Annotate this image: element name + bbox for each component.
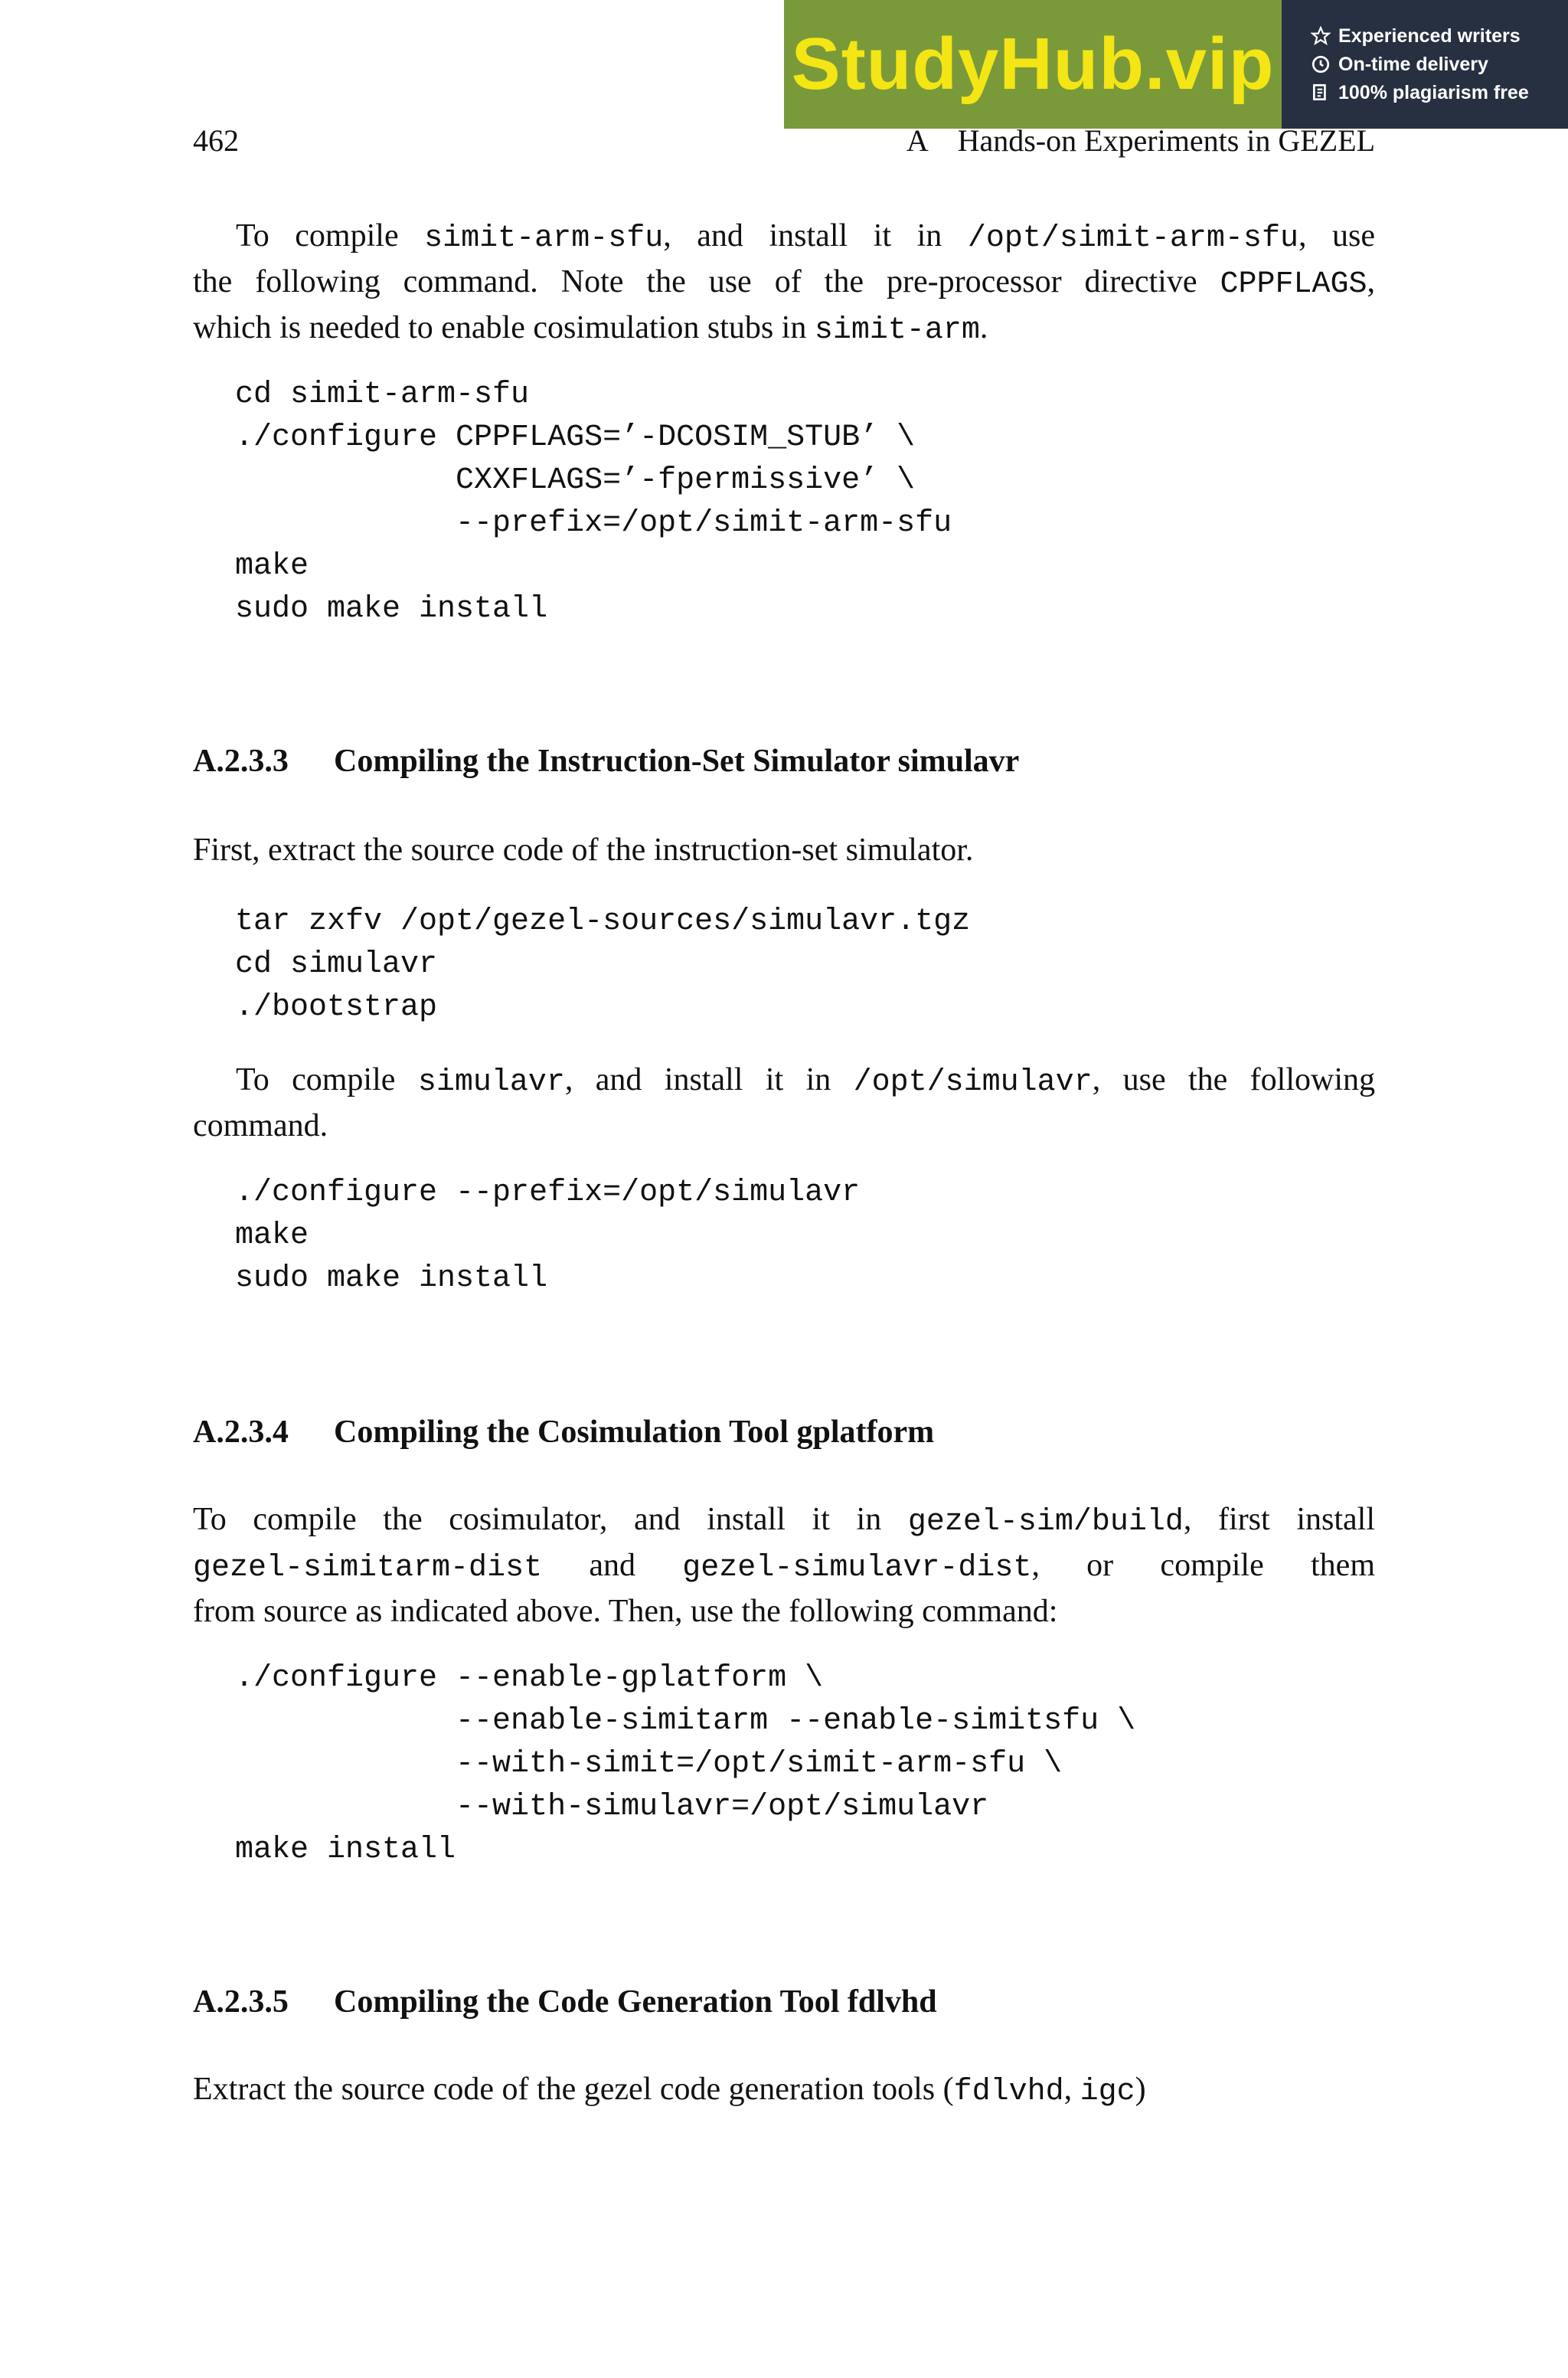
code-block-simit-build: cd simit-arm-sfu ./configure CPPFLAGS=’-DCOSIM_STUB’ \ CXXFLAGS=’-fpermissive’ \ --prefix=/opt/simit-arm-sfu make sudo make install bbox=[235, 378, 952, 626]
feature-label: On-time delivery bbox=[1338, 53, 1488, 75]
code-block-simulavr-build: ./configure --prefix=/opt/simulavr make sudo make install bbox=[235, 1176, 861, 1296]
studyhub-logo[interactable] bbox=[784, 0, 1282, 129]
text-line: from source as indicated above. Then, use the following command: bbox=[193, 1594, 1058, 1629]
star-icon bbox=[1311, 26, 1331, 46]
code-block-gplatform-build: ./configure --enable-gplatform \ --enable-simitarm --enable-simitsfu \ --with-simit=/opt/simit-arm-sfu \ --with-simulavr=/opt/simulavr make install bbox=[235, 1661, 1136, 1867]
code-block-simulavr-extract: tar zxfv /opt/gezel-sources/simulavr.tgz cd simulavr ./bootstrap bbox=[235, 904, 971, 1025]
feature-item bbox=[1311, 54, 1568, 76]
document-icon bbox=[1311, 83, 1331, 103]
feature-item bbox=[1311, 25, 1568, 47]
paragraph-extract-simulavr: First, extract the source code of the instruction-set simulator. bbox=[193, 832, 974, 868]
text-line: which is needed to enable cosimulation stubs in simit-arm. bbox=[193, 310, 988, 348]
section-heading-simulavr: A.2.3.3 Compiling the Instruction-Set Simulator simulavr bbox=[193, 744, 1020, 779]
banner-features bbox=[1282, 0, 1568, 129]
paragraph-compile-simulavr bbox=[193, 1058, 1375, 1147]
paragraph-compile-simit bbox=[193, 214, 1375, 352]
text-line: gezel-simitarm-dist and gezel-simulavr-dist, or compile them bbox=[193, 1548, 1375, 1585]
section-heading-fdlvhd: A.2.3.5 Compiling the Code Generation Tool fdlvhd bbox=[193, 1984, 937, 2020]
feature-item bbox=[1311, 82, 1568, 104]
text-line: To compile simulavr, and install it in /opt/simulavr, use the following bbox=[236, 1062, 1376, 1100]
logo-text: StudyHub.vip bbox=[791, 23, 1275, 105]
paragraph-compile-gplatform bbox=[193, 1498, 1375, 1633]
paragraph-extract-fdlvhd bbox=[193, 2068, 1375, 2114]
text-line: Extract the source code of the gezel code generation tools (fdlvhd, igc) bbox=[193, 2072, 1146, 2109]
section-heading-gplatform: A.2.3.4 Compiling the Cosimulation Tool gplatform bbox=[193, 1415, 935, 1450]
feature-label: 100% plagiarism free bbox=[1338, 81, 1529, 103]
text-line: To compile simit-arm-sfu, and install it in /opt/simit-arm-sfu, use bbox=[236, 218, 1376, 256]
studyhub-banner[interactable] bbox=[784, 0, 1568, 129]
page-number: 462 bbox=[193, 123, 239, 158]
clock-icon bbox=[1311, 54, 1331, 74]
text-line: the following command. Note the use of the pre-processor directive CPPFLAGS, bbox=[193, 264, 1375, 302]
text-line: To compile the cosimulator, and install it in gezel-sim/build, first install bbox=[193, 1502, 1375, 1539]
feature-label: Experienced writers bbox=[1338, 25, 1521, 47]
running-head: A Hands-on Experiments in GEZEL bbox=[906, 123, 1375, 158]
text-line: command. bbox=[193, 1108, 328, 1143]
